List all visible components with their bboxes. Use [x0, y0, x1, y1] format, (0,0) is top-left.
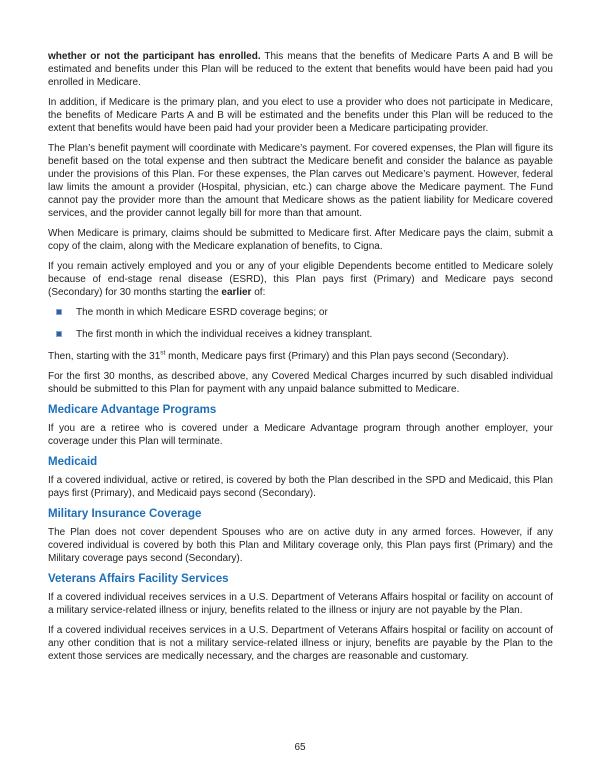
paragraph-medicare-advantage-retiree: If you are a retiree who is covered under a Medicare Advantage program through another employer, your coverage under this Plan will terminate. [48, 423, 553, 447]
paragraph-military-coverage: The Plan does not cover dependent Spouses who are on active duty in any armed forces. However, if any covered individual is covered by both this Plan and Military coverage only, this Plan pays first (Primary) and the Military coverage pays second (Secondary). [48, 527, 553, 564]
paragraph-esrd-after: of: [251, 287, 266, 298]
paragraph-31st-before: Then, starting with the 31 [48, 351, 161, 362]
paragraph-medicaid-coordination: If a covered individual, active or retired, is covered by both the Plan described in the SPD and Medicaid, this Plan pays first (Primary), and Medicaid pays second (Secondary). [48, 475, 553, 499]
list-item-kidney-transplant [48, 328, 553, 341]
square-bullet-icon [57, 310, 61, 314]
list-item-text: The first month in which the individual receives a kidney transplant. [76, 329, 373, 340]
paragraph-first-30-months: For the first 30 months, as described above, any Covered Medical Charges incurred by such disabled individual should be submitted to this Plan for payment with any unpaid balance submitted to Medicare. [48, 371, 553, 395]
paragraph-31st-after: month, Medicare pays first (Primary) and this Plan pays second (Secondary). [165, 351, 509, 362]
page-number: 65 [294, 742, 306, 753]
paragraph-claims-submission: When Medicare is primary, claims should be submitted to Medicare first. After Medicare pays the claim, submit a copy of the claim, along with the Medicare explanation of benefits, to Cigna. [48, 228, 553, 252]
heading-medicaid: Medicaid [48, 456, 98, 468]
paragraph-va-service-related: If a covered individual receives services in a U.S. Department of Veterans Affairs hospital or facility on account of a military service-related illness or injury, benefits related to the illness or injury are not payable by the Plan. [48, 592, 553, 616]
square-bullet-icon [57, 332, 61, 336]
document-body [48, 50, 553, 670]
paragraph-benefit-coordination: The Plan’s benefit payment will coordinate with Medicare’s payment. For covered expenses, the Plan will figure its benefit based on the total expense and then subtract the Medicare benefit and consider the balance as payable under the provisions of this Plan. For these expenses, the Plan carves out Medicare’s payment. However, federal law limits the amount a provider (Hospital, physician, etc.) can charge above the Medicare payment. The Fund cannot pay the provider more than the amount that Medicare shows as the patient liability for Medicare covered services, and the provider cannot legally bill for more than that amount. [48, 143, 553, 219]
superscript-st: st [160, 349, 166, 357]
paragraph-va-other-conditions: If a covered individual receives services in a U.S. Department of Veterans Affairs hospital or facility on account of any other condition that is not a military service-related illness or injury, benefits are payable by the Plan to the extent those services are medically necessary, and the charges are reasonable and customary. [48, 625, 553, 662]
list-item-esrd-coverage-begins [48, 306, 553, 319]
heading-veterans-affairs-facility-services: Veterans Affairs Facility Services [48, 573, 229, 585]
esrd-bullet-list [48, 306, 553, 341]
paragraph-31st-month [48, 350, 553, 363]
paragraph-esrd-bold-earlier: earlier [221, 287, 252, 298]
paragraph-enrollment-rest: This means that the benefits of Medicare Parts A and B will be estimated and benefits under this Plan will be reduced to the extent that benefits would have been paid had you enrolled in Medicare. [48, 51, 553, 88]
paragraph-nonparticipating-provider: In addition, if Medicare is the primary plan, and you elect to use a provider who does not participate in Medicare, the benefits of Medicare Parts A and B will be estimated and the benefits under this Plan will be reduced to the extent that benefits would have been paid had your provider been a Medicare participating provider. [48, 97, 553, 134]
paragraph-enrollment-estimate [48, 50, 553, 89]
paragraph-esrd-before: If you remain actively employed and you or any of your eligible Dependents become entitled to Medicare solely because of end-stage renal disease (ESRD), this Plan pays first (Primary) and Medicare pays second (Secondary) for 30 months starting the [48, 261, 553, 298]
list-item-text: The month in which Medicare ESRD coverage begins; or [76, 307, 328, 318]
paragraph-enrollment-bold-lead: whether or not the participant has enrolled. [48, 51, 261, 62]
heading-medicare-advantage-programs: Medicare Advantage Programs [48, 404, 217, 416]
heading-military-insurance-coverage: Military Insurance Coverage [48, 508, 202, 520]
paragraph-esrd-entitlement [48, 260, 553, 299]
